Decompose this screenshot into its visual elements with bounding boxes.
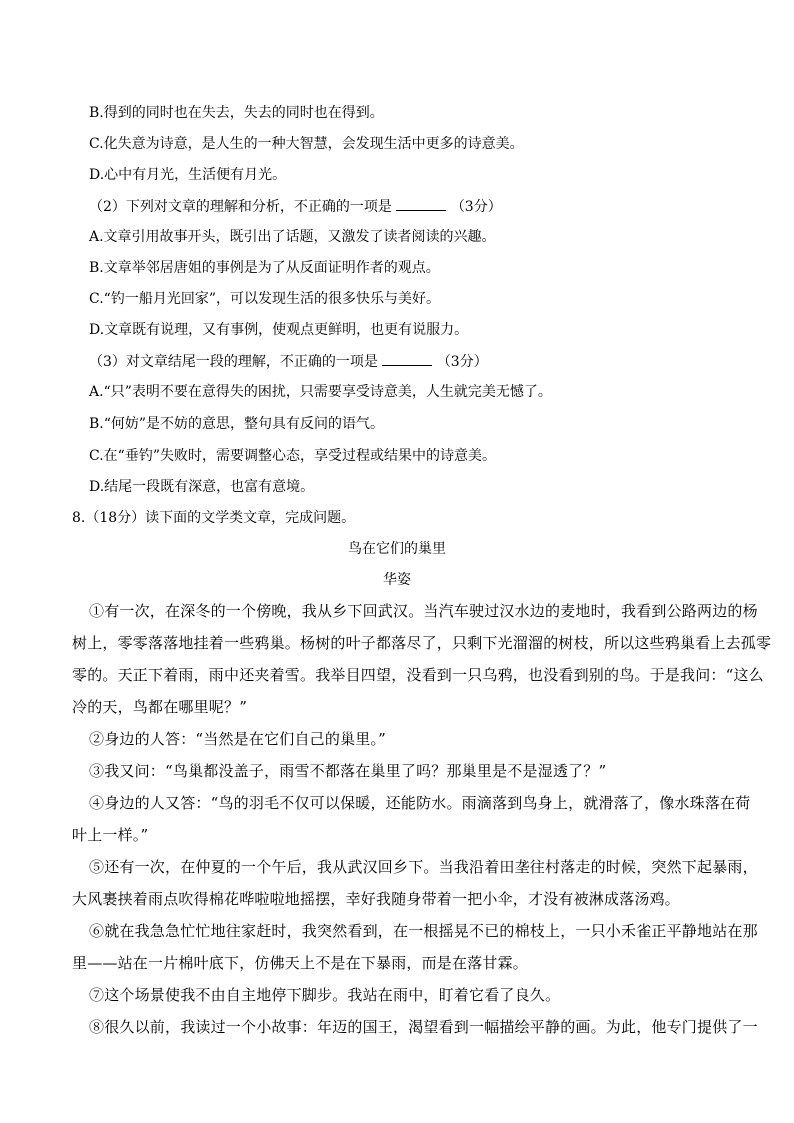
q1-option-b: B.得到的同时也在失去，失去的同时也在得到。: [89, 105, 384, 121]
q3-option-a: A.“只”表明不要在意得失的困扰，只需要享受诗意美，人生就完美无憾了。: [89, 384, 552, 400]
q8-heading: 8.（18分）读下面的文学类文章，完成问题。: [72, 510, 356, 526]
article-line: 大风裹挟着雨点吹得棉花哗啦啦地摇摆，幸好我随身带着一把小伞，才没有被淋成落汤鸡。: [72, 890, 681, 908]
q3-option-d: D.结尾一段既有深意，也富有意境。: [89, 479, 315, 495]
q2-stem-text: （2）下列对文章的理解和分析，不正确的一项是: [89, 199, 392, 215]
article-line: ④身边的人又答：“鸟的羽毛不仅可以保暖，还能防水。雨滴落到鸟身上，就滑落了，像水珠落在荷: [89, 794, 751, 812]
article-line: ⑧很久以前，我读过一个小故事：年迈的国王，渴望看到一幅描绘平静的画。为此，他专门提供了一: [89, 1018, 758, 1036]
article-line: ②身边的人答：“当然是在它们自己的巢里。”: [89, 730, 387, 748]
q2-answer-blank: [396, 196, 446, 211]
q2-option-c: C.“钓一船月光回家”，可以发现生活的很多快乐与美好。: [89, 291, 440, 307]
q3-option-b: B.“何妨”是不妨的意思，整句具有反问的语气。: [89, 416, 385, 432]
article-line: 冷的天，鸟都在哪里呢？”: [72, 698, 248, 716]
article-line: 里——站在一片棉叶底下，仿佛天上不是在下暴雨，而是在落甘霖。: [72, 954, 529, 972]
q1-option-c: C.化失意为诗意，是人生的一种大智慧，会发现生活中更多的诗意美。: [89, 136, 524, 152]
q3-option-c: C.在“垂钓”失败时，需要调整心态，享受过程或结果中的诗意美。: [89, 448, 496, 464]
article-line: 叶上一样。”: [72, 826, 149, 844]
q2-option-a: A.文章引用故事开头，既引出了话题，又激发了读者阅读的兴趣。: [89, 229, 496, 245]
article-line: ⑥就在我急急忙忙地往家赶时，我突然看到，在一根摇晃不已的棉枝上，一只小禾雀正平静地站在那: [89, 922, 758, 940]
article-line: ①有一次，在深冬的一个傍晚，我从乡下回武汉。当汽车驶过汉水边的麦地时，我看到公路两边的杨: [89, 602, 758, 620]
q3-answer-blank: [382, 351, 432, 366]
q3-score: （3分）: [436, 354, 488, 370]
q2-stem: [89, 196, 502, 217]
article-line: ⑤还有一次，在仲夏的一个午后，我从武汉回乡下。当我沿着田垄往村落走的时候，突然下起暴雨，: [89, 858, 758, 876]
q3-stem-text: （3）对文章结尾一段的理解，不正确的一项是: [89, 354, 378, 370]
q1-option-d: D.心中有月光，生活便有月光。: [89, 167, 287, 183]
q2-option-d: D.文章既有说理，又有事例，使观点更鲜明，也更有说服力。: [89, 322, 469, 338]
article-line: ⑦这个场景使我不由自主地停下脚步。我站在雨中，盯着它看了良久。: [89, 986, 561, 1004]
article-title: 鸟在它们的巢里: [348, 541, 446, 557]
q2-option-b: B.文章举邻居唐姐的事例是为了从反面证明作者的观点。: [89, 260, 440, 276]
q2-score: （3分）: [450, 199, 502, 215]
article-line: 零的。天正下着雨，雨中还夹着雪。我举目四望，没看到一只乌鸦，也没看到别的鸟。于是我问：“这么: [72, 666, 764, 684]
article-line: ③我又问：“鸟巢都没盖子，雨雪不都落在巢里了吗？那巢里是不是湿透了？”: [89, 762, 607, 780]
article-line: 树上，零零落落地挂着一些鸦巢。杨树的叶子都落尽了，只剩下光溜溜的树枝，所以这些鸦巢看上去孤零: [72, 634, 772, 652]
article-author: 华姿: [383, 572, 411, 588]
q3-stem: [89, 351, 488, 372]
